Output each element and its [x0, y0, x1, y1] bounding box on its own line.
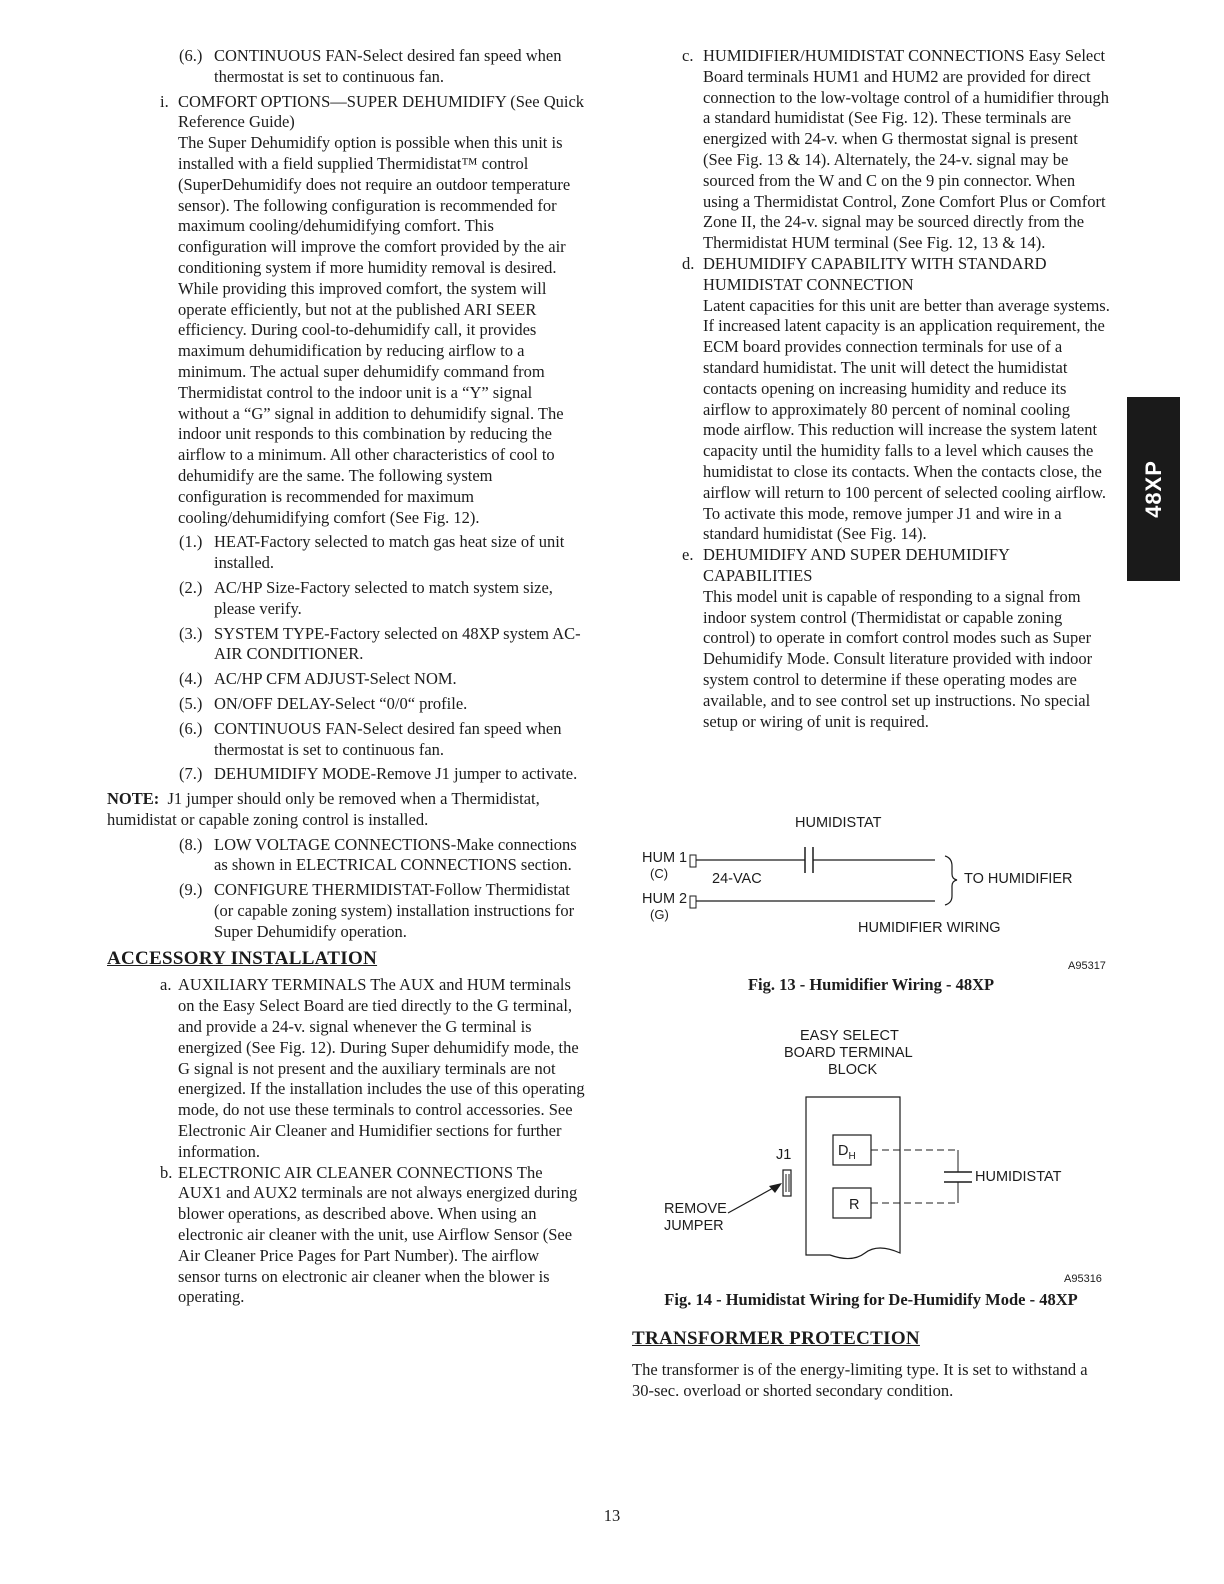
list-item: (3.) SYSTEM TYPE-Factory selected on 48XP system AC-AIR CONDITIONER. [179, 623, 581, 664]
list-item: (1.) HEAT-Factory selected to match gas heat size of unit installed. [179, 532, 565, 573]
list-marker: i. [160, 91, 169, 111]
fig14-code: A95316 [1064, 1273, 1102, 1285]
list-marker: c. [682, 46, 694, 65]
list-item: (6.) CONTINUOUS FAN-Select desired fan speed when thermostat is set to continuous fan. [179, 718, 562, 759]
fig14-jumper-label: JUMPER [664, 1218, 724, 1234]
continued-list [107, 46, 585, 88]
r-terminal [833, 1188, 871, 1218]
hum2-terminal [690, 896, 696, 908]
note-label: NOTE: [107, 789, 160, 809]
list-item: (9.) CONFIGURE THERMIDISTAT-Follow Thermidistat (or capable zoning system) installation instructions for Super Dehumidify operation. [179, 880, 575, 941]
fig14-r-terminal-label: R [849, 1197, 860, 1213]
terminal-block-outline [806, 1097, 900, 1259]
page-number: 13 [603, 1506, 621, 1525]
fig14-humidistat-label: HUMIDISTAT [975, 1169, 1062, 1185]
brace-icon [945, 856, 957, 905]
fig14-board-label-1: EASY SELECT [800, 1028, 899, 1044]
fig14-dh-terminal-label: $D_H$ [838, 1143, 856, 1162]
fig13-humidifier-wiring [630, 810, 1130, 990]
list-item: (2.) AC/HP Size-Factory selected to match system size, please verify. [179, 577, 553, 618]
fig13-to-humidifier: TO HUMIDIFIER [964, 871, 1073, 887]
fig13-humidistat-label: HUMIDISTAT [795, 815, 882, 831]
note [107, 789, 585, 831]
fig14-humidistat-wiring [630, 1025, 1130, 1290]
fig14-board-label-2: BOARD TERMINAL [784, 1045, 913, 1061]
section-tab [1127, 397, 1180, 581]
fig13-code: A95317 [1068, 960, 1106, 972]
fig14-caption: Fig. 14 - Humidistat Wiring for De-Humidify Mode - 48XP [664, 1290, 1078, 1309]
fig13-caption: Fig. 13 - Humidifier Wiring - 48XP [747, 975, 995, 994]
fig14-wiring-diagram [630, 1025, 1130, 1290]
note-text: J1 jumper should only be removed when a Thermidistat, humidistat or capable zoning control is installed. [107, 789, 540, 829]
list-marker: b. [160, 1162, 173, 1182]
electronic-air-cleaner-item: b. ELECTRONIC AIR CLEANER CONNECTIONS The AUX1 and AUX2 terminals are not always energized during blower operations, as described above. When using an electronic air cleaner with the unit, use Airflow Sensor (See Air Cleaner Price Pages for Part Number). The airflow sensor turns on electronic air cleaner when the blower is operating. [160, 1162, 578, 1307]
list-marker: d. [682, 253, 695, 273]
hum1-terminal [690, 855, 696, 867]
list-item: (8.) LOW VOLTAGE CONNECTIONS-Make connections as shown in ELECTRICAL CONNECTIONS section. [179, 834, 577, 875]
fig13-hum2-label: HUM 2 [642, 891, 688, 907]
list-marker: e. [682, 545, 694, 565]
remove-jumper-pointer [728, 1187, 775, 1213]
comfort-options-body: The Super Dehumidify option is possible when this unit is installed with a field supplied Thermidistat™ control (SuperDehumidify does not require an outdoor temperature sensor). The following configuration is recommended for maximum cooling/dehumidifying comfort. This configuration will improve the comfort provided by the air conditioning system if more humidity removal is desired. While providing this improved comfort, the system will operate efficiently, but not at the published ARI SEER efficiency. During cool-to-dehumidify call, it provides maximum dehumidification by reducing airflow to a minimum. The actual super dehumidify command from Thermidistat control to the indoor unit is a “Y” signal without a “G” signal in addition to dehumidify signal. The indoor unit responds to this combination by reducing the airflow to a minimum. All other characteristics of cool to dehumidify are the same. The following system configuration is recommended for maximum cooling/dehumidifying comfort (See Fig. 12). [178, 133, 571, 527]
list-item: (5.) ON/OFF DELAY-Select “0/0“ profile. [179, 693, 468, 713]
fig13-wiring-label: HUMIDIFIER WIRING [858, 920, 1001, 936]
fig14-remove-label: REMOVE [664, 1201, 727, 1217]
section-tab-label: 48XP [1140, 460, 1166, 518]
fig13-hum1-sub: (C) [650, 866, 669, 881]
list-item: (6.) CONTINUOUS FAN-Select desired fan speed when thermostat is set to continuous fan. [179, 46, 562, 86]
fig14-board-label-3: BLOCK [828, 1062, 878, 1078]
fig13-hum2-sub: (G) [650, 907, 669, 922]
auxiliary-terminals-item: a. AUXILIARY TERMINALS The AUX and HUM terminals on the Easy Select Board are tied directly to the G terminal, and provide a 24-v. signal whenever the G terminal is energized (See Fig. 12). During Super dehumidify mode, the G signal is not present and the auxiliary terminals are not energized. If the installation includes the use of this operating mode, do not use these terminals to control accessories. See Electronic Air Cleaner and Humidifier sections for further information. [160, 975, 585, 1161]
dehumidify-capability-item: d. DEHUMIDIFY CAPABILITY WITH STANDARD HUMIDISTAT CONNECTION Latent capacities for this unit are better than average systems. If increased latent capacity is an application requirement, the ECM board provides connection terminals for use of a standard humidistat. The unit will detect the humidistat contacts opening on increasing humidity and reduce its airflow to approximately 80 percent of nominal cooling mode airflow. This reduction will increase the system latent capacity until the humidity falls to a level which causes the humidistat to close its contacts. When the contacts close, the airflow will return to 100 percent of selected cooling airflow. To activate this mode, remove jumper J1 and wire in a standard humidistat (See Fig. 14). [682, 253, 1110, 544]
fig13-hum1-label: HUM 1 [642, 850, 688, 866]
fig13-vac-label: 24-VAC [712, 871, 762, 887]
comfort-options-steps [107, 532, 585, 785]
super-dehumidify-item: e. DEHUMIDIFY AND SUPER DEHUMIDIFY CAPABILITIES This model unit is capable of responding to a signal from indoor system control (Thermidistat or capable zoning control) to operate in comfort control modes such as Super Dehumidify Mode. Consult literature provided with indoor system control to determine if these operating modes are available, and to see control set up instructions. No special setup or wiring of unit is required. [682, 545, 1093, 731]
left-column [107, 46, 585, 1308]
fig14-j1-label: J1 [776, 1147, 792, 1163]
dh-terminal [833, 1135, 871, 1165]
list-item: (4.) AC/HP CFM ADJUST-Select NOM. [179, 669, 457, 689]
post-note-steps [107, 835, 585, 943]
humidifier-connections-item: c. HUMIDIFIER/HUMIDISTAT CONNECTIONS Easy Select Board terminals HUM1 and HUM2 are provided for direct connection to the low-voltage control of a humidifier through a standard humidistat (See Fig. 12). These terminals are energized with 24-v. when G thermostat signal is present (See Fig. 13 & 14). Alternately, the 24-v. signal may be sourced from the W and C on the 9 pin connector. When using a Thermidistat Control, Zone Comfort Plus or Comfort Zone II, the 24-v. signal may be sourced directly from the Thermidistat HUM terminal (See Fig. 12, 13 & 14). [682, 46, 1109, 253]
transformer-protection-text: The transformer is of the energy-limiting type. It is set to withstand a 30-sec. overload or shorted secondary condition. [632, 1360, 1088, 1400]
comfort-options-title: COMFORT OPTIONS—SUPER DEHUMIDIFY (See Quick Reference Guide) [178, 91, 585, 132]
list-item: (7.) DEHUMIDIFY MODE-Remove J1 jumper to activate. [179, 764, 578, 784]
list-marker: a. [160, 975, 172, 995]
j1-jumper [783, 1170, 791, 1196]
right-column [632, 46, 1110, 732]
fig13-wiring-diagram [630, 810, 1130, 990]
transformer-protection-heading: TRANSFORMER PROTECTION [632, 1328, 920, 1349]
arrow-icon [769, 1183, 782, 1193]
accessory-installation-heading: ACCESSORY INSTALLATION [107, 947, 378, 969]
comfort-options-item [107, 92, 585, 529]
